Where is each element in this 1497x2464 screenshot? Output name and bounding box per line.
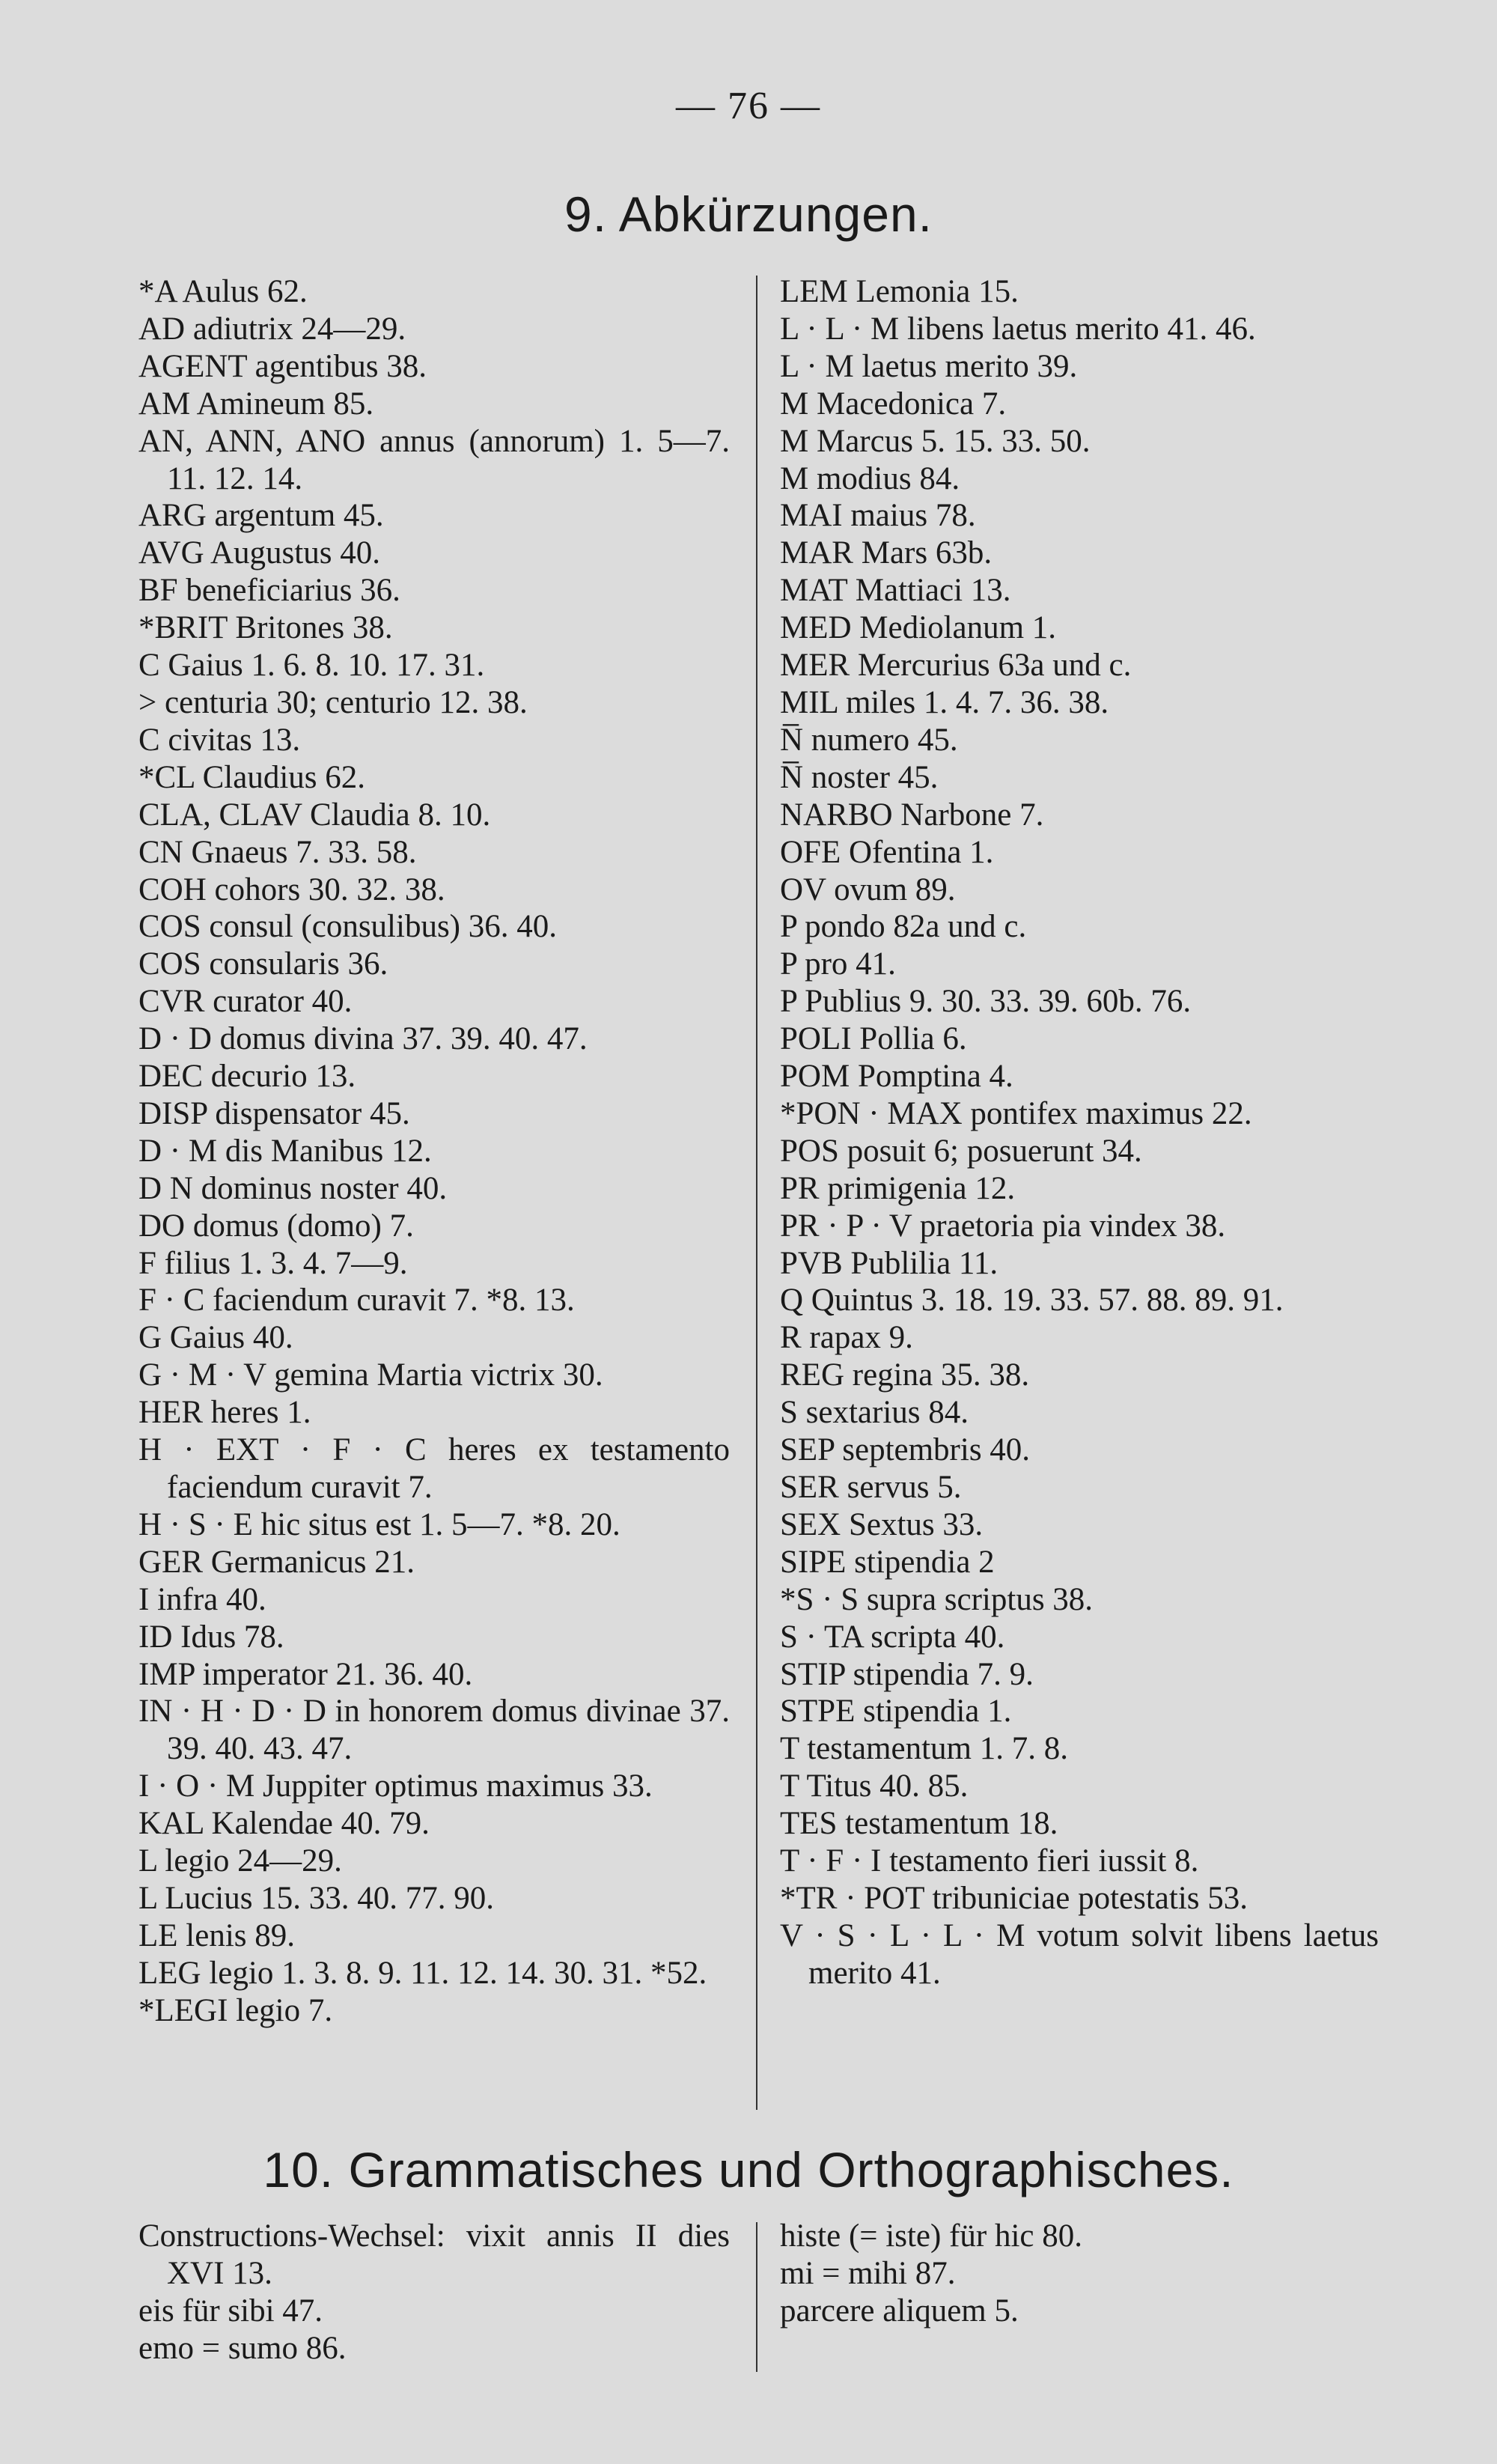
section-9-title: 9. Abkürzungen. (564, 186, 933, 242)
entry: AVG Augustus 40. (138, 535, 380, 571)
entry: MED Mediolanum 1. (780, 610, 1057, 646)
entry: MAT Mattiaci 13. (780, 573, 1011, 609)
entry: M modius 84. (780, 460, 960, 496)
entry: MIL miles 1. 4. 7. 36. 38. (780, 684, 1109, 720)
entry: COS consularis 36. (138, 946, 388, 982)
entry: AGENT agentibus 38. (138, 348, 427, 384)
entry: Constructions-Wechsel: vixit annis II dies XVI 13. (138, 2218, 730, 2291)
entry: F filius 1. 3. 4. 7—9. (138, 1245, 408, 1281)
entry: MER Mercurius 63a und c. (780, 648, 1132, 684)
page-number: — 76 — (676, 85, 821, 127)
entry: *LEGI legio 7. (138, 1992, 333, 2028)
entry: SEX Sextus 33. (780, 1506, 984, 1542)
entry: I infra 40. (138, 1581, 266, 1617)
entry: F · C faciendum curavit 7. *8. 13. (138, 1283, 575, 1318)
entry: IN · H · D · D in honorem domus divinae 37. 39. 40. 43. 47. (138, 1694, 730, 1767)
entry: COS consul (consulibus) 36. 40. (138, 909, 557, 945)
entry: PR primigenia 12. (780, 1170, 1016, 1206)
entry: mi = mihi 87. (780, 2255, 956, 2291)
entry: DISP dispensator 45. (138, 1095, 410, 1131)
entry: CLA, CLAV Claudia 8. 10. (138, 797, 491, 833)
column-divider (756, 276, 757, 2110)
entry: I · O · M Juppiter optimus maximus 33. (138, 1768, 653, 1804)
entry: *CL Claudius 62. (138, 759, 365, 795)
entry: BF beneficiarius 36. (138, 573, 400, 609)
entry: TES testamentum 18. (780, 1806, 1058, 1842)
entry: T testamentum 1. 7. 8. (780, 1731, 1068, 1767)
entry: AM Amineum 85. (138, 386, 374, 422)
section-10-title: 10. Grammatisches und Orthographisches. (263, 2142, 1234, 2197)
entry: MAI maius 78. (780, 498, 976, 534)
entry: M Marcus 5. 15. 33. 50. (780, 423, 1091, 459)
abbreviations-right-column (780, 273, 1379, 1992)
entry: > centuria 30; centurio 12. 38. (138, 684, 528, 720)
entry: OFE Ofentina 1. (780, 834, 994, 870)
entry: REG regina 35. 38. (780, 1357, 1030, 1393)
entry: Q Quintus 3. 18. 19. 33. 57. 88. 89. 91. (780, 1283, 1284, 1318)
entry: D · D domus divina 37. 39. 40. 47. (138, 1021, 588, 1057)
entry: AD adiutrix 24—29. (138, 311, 406, 347)
entry: C civitas 13. (138, 722, 301, 758)
entry: M Macedonica 7. (780, 386, 1007, 422)
entry: T · F · I testamento fieri iussit 8. (780, 1843, 1199, 1879)
entry: L · M laetus merito 39. (780, 348, 1078, 384)
entry: CVR curator 40. (138, 984, 353, 1020)
entry: OV ovum 89. (780, 871, 956, 907)
entry: LEM Lemonia 15. (780, 274, 1019, 309)
entry: H · S · E hic situs est 1. 5—7. *8. 20. (138, 1506, 621, 1542)
entry: DO domus (domo) 7. (138, 1208, 414, 1244)
entry: R rapax 9. (780, 1320, 913, 1356)
entry: DEC decurio 13. (138, 1059, 356, 1095)
entry: SIPE stipendia 2 (780, 1544, 995, 1580)
entry: POM Pomptina 4. (780, 1059, 1013, 1095)
entry: L · L · M libens laetus merito 41. 46. (780, 311, 1256, 347)
entry: *TR · POT tribuniciae potestatis 53. (780, 1880, 1248, 1916)
entry: ARG argentum 45. (138, 498, 384, 534)
entry: ID Idus 78. (138, 1619, 284, 1655)
column-divider (756, 2222, 757, 2372)
entry: POLI Pollia 6. (780, 1021, 967, 1057)
entry: CN Gnaeus 7. 33. 58. (138, 834, 417, 870)
grammar-left-column (138, 2218, 730, 2367)
entry: V · S · L · L · M votum solvit libens laetus merito 41. (780, 1917, 1379, 1991)
entry: NARBO Narbone 7. (780, 797, 1044, 833)
entry: SEP septembris 40. (780, 1432, 1031, 1468)
entry: PR · P · V praetoria pia vindex 38. (780, 1208, 1226, 1244)
entry: *BRIT Britones 38. (138, 610, 393, 646)
entry: STIP stipendia 7. 9. (780, 1656, 1034, 1692)
entry: S · TA scripta 40. (780, 1619, 1005, 1655)
entry: *A Aulus 62. (138, 274, 308, 309)
entry: LE lenis 89. (138, 1917, 295, 1953)
entry: GER Germanicus 21. (138, 1544, 415, 1580)
entry: AN, ANN, ANO annus (annorum) 1. 5—7. 11. 12. 14. (138, 423, 730, 496)
entry: *S · S supra scriptus 38. (780, 1581, 1094, 1617)
entry: eis für sibi 47. (138, 2293, 323, 2328)
entry: HER heres 1. (138, 1395, 311, 1431)
entry: S sextarius 84. (780, 1395, 969, 1431)
entry: P pro 41. (780, 946, 896, 982)
entry: P pondo 82a und c. (780, 909, 1027, 945)
entry: KAL Kalendae 40. 79. (138, 1806, 430, 1842)
entry: L legio 24—29. (138, 1843, 342, 1879)
entry: emo = sumo 86. (138, 2330, 347, 2366)
entry: N̅ noster 45. (780, 759, 939, 795)
grammar-right-column (780, 2218, 1379, 2330)
entry: STPE stipendia 1. (780, 1694, 1012, 1730)
entry: POS posuit 6; posuerunt 34. (780, 1133, 1142, 1169)
entry: P Publius 9. 30. 33. 39. 60b. 76. (780, 984, 1192, 1020)
entry: D · M dis Manibus 12. (138, 1133, 432, 1169)
entry: MAR Mars 63b. (780, 535, 993, 571)
entry: SER servus 5. (780, 1470, 962, 1505)
entry: G Gaius 40. (138, 1320, 293, 1356)
entry: parcere aliquem 5. (780, 2293, 1019, 2328)
entry: T Titus 40. 85. (780, 1768, 969, 1804)
entry: D N dominus noster 40. (138, 1170, 448, 1206)
entry: IMP imperator 21. 36. 40. (138, 1656, 473, 1692)
entry: *PON · MAX pontifex maximus 22. (780, 1095, 1252, 1131)
entry: G · M · V gemina Martia victrix 30. (138, 1357, 603, 1393)
entry: histe (= iste) für hic 80. (780, 2218, 1082, 2254)
entry: H · EXT · F · C heres ex testamento faciendum curavit 7. (138, 1432, 730, 1505)
entry: PVB Publilia 11. (780, 1245, 998, 1281)
entry: C Gaius 1. 6. 8. 10. 17. 31. (138, 648, 485, 684)
entry: L Lucius 15. 33. 40. 77. 90. (138, 1880, 494, 1916)
entry: N̅ numero 45. (780, 722, 958, 758)
entry: LEG legio 1. 3. 8. 9. 11. 12. 14. 30. 31. *52. (138, 1955, 707, 1991)
entry: COH cohors 30. 32. 38. (138, 871, 445, 907)
abbreviations-left-column (138, 273, 730, 2030)
